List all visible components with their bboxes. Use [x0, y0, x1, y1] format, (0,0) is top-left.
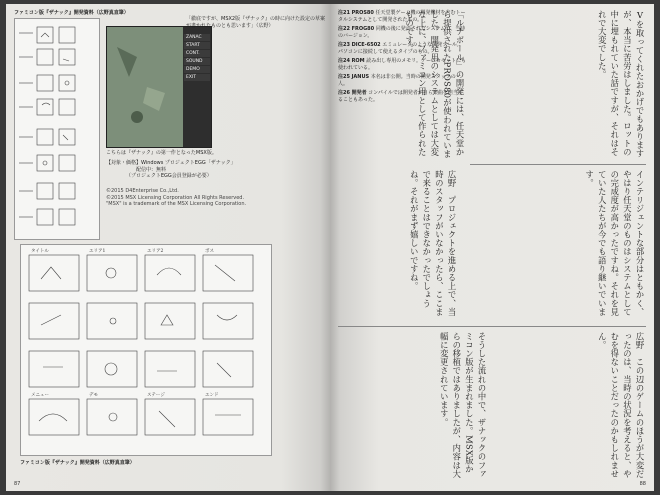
sketch-drawings-top [15, 19, 99, 239]
note-1-head: PROS80 [351, 10, 374, 16]
text-column-top-middle: 「ルナボール」の開発には、任天堂から提供されたPROS80が使われていました。開発用のシステムとしては大変な上に、ファミコン用として作られたものです。 [404, 10, 465, 159]
note-2-head: FROG80 [351, 26, 375, 32]
info-line-1: 【対象・価格】Windows プロジェクトEGG「ザナック」 [106, 160, 236, 166]
note-3-body: エミュレータのような開発ツール。パソコンに接続して使えるタイプのもの。 [338, 42, 462, 55]
sketch-label-7: ステージ [147, 393, 165, 398]
note-1-body: 任天堂製ゲーム機の開発機材を含むトータルシステムとして開発されたもの。 [338, 10, 466, 23]
info-line-2: 配信中：無料 [136, 166, 167, 173]
sketch-drawings-bottom [21, 245, 271, 455]
text-column-top-right: Ⅴを取ってくれたおかげでもありますが、本当に苦労はしました。ロットの中に埋もれていた話ですが、それはそれで大変でした。 [597, 10, 645, 158]
sketch-sheet-top [14, 18, 100, 240]
info-block [106, 160, 236, 180]
note-4-tag: 注24 [338, 58, 350, 64]
left-page [6, 4, 330, 491]
note-5-tag: 注25 [338, 74, 350, 80]
sketch-label-1: タイトル [31, 249, 49, 254]
text-column-low-right: 広野 この辺のゲームのほうが大変だったのは、当時の状況を考えると、やむを得ないことだったのかもしれません。 [597, 332, 645, 479]
sketch-label-2: エリア1 [89, 249, 106, 254]
menu-item-2: START [184, 42, 210, 49]
sketch-label-4: ボス [205, 249, 214, 254]
menu-item-6: EXIT [184, 74, 210, 81]
menu-item-5: DEMO [184, 66, 210, 73]
column-divider-2 [338, 326, 646, 327]
sketch-sheet-bottom [20, 244, 272, 456]
menu-item-1: ZANAC [184, 34, 210, 41]
right-page [330, 4, 654, 491]
screen-caption: こちらは『ザナック』の第一作となったMSX版。 [106, 150, 217, 156]
note-5-head: JANUS [351, 74, 370, 80]
note-4-head: ROM [351, 58, 365, 64]
note-1-tag: 注21 [338, 10, 350, 16]
msx-screenshot [106, 26, 212, 148]
note-6-body: コンパイルでは開発者が自ら楽曲を担当することもあった。 [338, 90, 463, 103]
note-6-tag: 注26 [338, 90, 350, 96]
page-number-right: 88 [639, 481, 646, 487]
copyright-line-3: "MSX" is a trademark of the MSX Licensing Corporation. [106, 201, 247, 207]
top-caption: ファミコン版『ザナック』開発資料（広野真直筆） [14, 10, 129, 16]
info-line-3: （プロジェクトEGG会員登録が必要） [126, 173, 212, 179]
text-column-low-left: そうした流れの中で、ザナックのファミコン版が生まれました。MSX版からの移植ではありましたが、内容は大幅に変更されています。 [439, 332, 487, 479]
sketch-label-5: メニュー [31, 393, 49, 398]
copyright-block [106, 188, 266, 208]
copyright-line-1: ©2015 D4Enterprise Co.,Ltd. [106, 188, 179, 194]
note-2-body: 同機の後に発売されたシステムで、当時のバージョン。 [338, 26, 466, 39]
text-column-mid-right: インテリジェントな部分はともかく、やはり任天堂のものはシステムとしての完成度が高かったですね。それを見ていた人たちが今でも語り継いでいます。 [584, 170, 645, 317]
note-4-body: 読み出し専用のメモリ。ゲームカセットにも使われている。 [338, 58, 466, 71]
menu-item-4: SOUND [184, 58, 210, 65]
note-5-body: 本名は非公開。当時の開発スタッフの一人。 [338, 74, 461, 87]
sketch-label-3: エリア2 [147, 249, 164, 254]
sketch-label-8: エンド [205, 393, 219, 398]
bottom-caption: ファミコン版『ザナック』開発資料（広野真直筆） [20, 460, 135, 466]
note-2-tag: 注22 [338, 26, 350, 32]
note-3-head: DICE-6502 [351, 42, 381, 48]
screenshot-menu [184, 33, 210, 82]
sketch-label-6: デモ [89, 393, 98, 398]
copyright-line-2: ©2015 MSX Licensing Corporation All Rights Reserved. [106, 194, 245, 201]
note-6-head: 開発者 [351, 90, 367, 96]
page-number-left: 87 [14, 481, 21, 487]
note-3-tag: 注23 [338, 42, 350, 48]
column-divider-1 [470, 164, 646, 165]
caption-quote: 「徹底ですが、MSX2版『ザナック』の時に向けた設定の草案が書かれたものとも思います」（広野） [186, 16, 325, 29]
book-spread [6, 4, 654, 491]
text-column-mid-left: 広野 プロジェクトを進める上で、当時のスタッフがいなかったら、ここまで来ることはできなかったでしょうね。それがまず嬉しいですね。 [409, 170, 457, 317]
menu-item-3: CONT. [184, 50, 210, 57]
